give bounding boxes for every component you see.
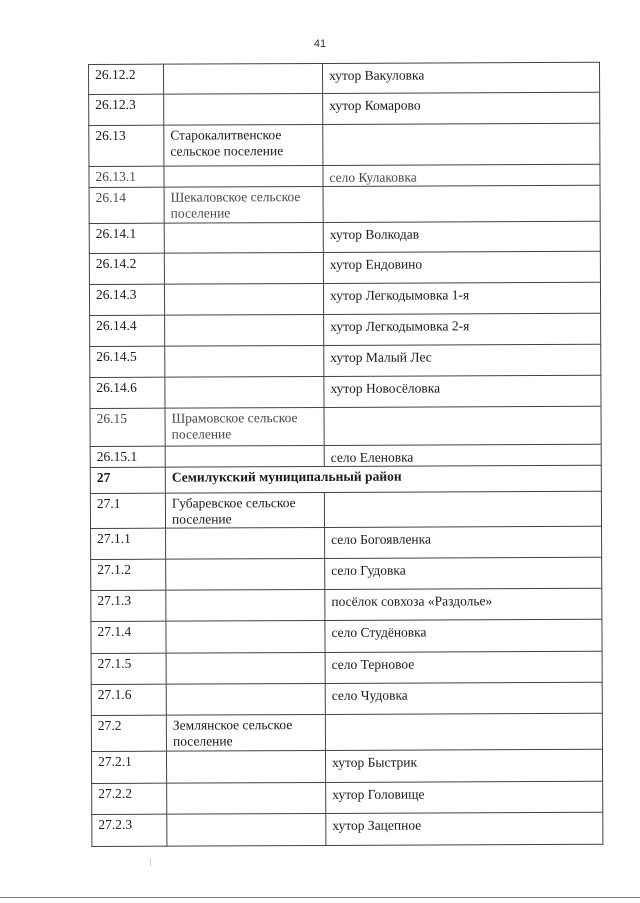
settlement-cell: [167, 813, 326, 846]
table-row: [91, 749, 602, 783]
settlement-cell: [165, 345, 324, 377]
settlement-cell: [164, 93, 323, 125]
locality-cell: хутор Волкодав: [323, 221, 600, 252]
locality-cell: село Чудовка: [325, 682, 602, 714]
code-cell: 27.2.1: [91, 751, 166, 783]
settlement-cell: [165, 376, 324, 408]
locality-cell: посёлок совхоза «Раздолье»: [325, 588, 602, 620]
locality-cell: село Терновое: [325, 651, 602, 683]
settlement-cell: [164, 283, 323, 315]
settlement-cell: [166, 620, 325, 653]
code-cell: 27.1.4: [91, 621, 166, 653]
table-row: [91, 557, 602, 590]
locality-cell: хутор Ендовино: [323, 251, 600, 283]
settlement-cell: [167, 782, 326, 814]
locality-cell: хутор Вакуловка: [322, 62, 599, 93]
settlement-cell: [164, 63, 323, 94]
locality-cell: хутор Новосёловка: [324, 375, 601, 407]
settlement-row: [90, 491, 601, 528]
settlement-cell: [164, 252, 323, 284]
code-cell: 27.1.2: [91, 559, 166, 590]
code-cell: 27.2.3: [92, 814, 167, 846]
locality-cell: хутор Быстрик: [325, 749, 602, 782]
locality-cell: [324, 406, 601, 445]
settlement-cell: [164, 165, 323, 187]
table-row: [90, 406, 601, 446]
table-row: [89, 62, 600, 94]
settlement-cell: [165, 445, 324, 467]
locality-cell: [324, 491, 601, 527]
locality-cell: хутор Зацепное: [326, 812, 603, 845]
table-row: [90, 375, 601, 408]
code-cell: 26.15.1: [90, 446, 165, 467]
code-cell: 26.13.1: [89, 166, 164, 187]
page-bottom-edge: [0, 897, 640, 898]
code-cell: 26.14.6: [90, 377, 165, 408]
settlement-cell: Землянское сельское поселение: [166, 714, 325, 751]
settlement-cell: [166, 683, 325, 715]
code-cell: 26.14: [89, 187, 164, 223]
table-row: [89, 282, 600, 315]
localities-table-body: [89, 62, 603, 846]
localities-table: [88, 62, 603, 847]
code-cell: 26.14.1: [89, 223, 164, 253]
table-row: [91, 619, 602, 653]
locality-cell: хутор Малый Лес: [324, 344, 601, 376]
settlement-cell: Шекаловское сельское поселение: [164, 186, 323, 223]
code-cell: 27.2.2: [92, 783, 167, 814]
scan-mark: [150, 858, 151, 866]
table-row: [90, 444, 601, 467]
page-number: 41: [313, 38, 327, 50]
code-cell: 26.14.3: [89, 284, 164, 315]
table-row: [92, 812, 603, 846]
code-cell: 27.1.3: [91, 590, 166, 621]
table-row: [89, 251, 600, 284]
code-cell: 27.2: [91, 715, 166, 751]
table-row: [89, 185, 600, 223]
locality-cell: хутор Легкодымовка 1-я: [323, 282, 600, 314]
settlement-cell: [166, 750, 325, 783]
locality-cell: село Кулаковка: [323, 164, 600, 186]
settlement-cell: [165, 314, 324, 346]
table-row: [91, 588, 602, 621]
table-row: [89, 221, 600, 253]
settlement-cell: Шрамовское сельское поселение: [165, 407, 324, 446]
locality-cell: хутор Легкодымовка 2-я: [324, 313, 601, 345]
table-row: [92, 781, 603, 814]
table-row: [91, 682, 602, 715]
code-cell: 27.1.6: [91, 684, 166, 715]
code-cell: 27: [90, 467, 165, 493]
settlement-cell: Старокалитвенское сельское поселение: [164, 124, 323, 166]
settlement-row: [89, 123, 600, 166]
code-cell: 26.14.5: [90, 346, 165, 377]
code-cell: 27.1: [90, 493, 165, 528]
locality-cell: село Богоявленка: [325, 526, 602, 558]
locality-cell: село Студёновка: [325, 619, 602, 652]
table-row: [89, 164, 600, 187]
locality-cell: [323, 123, 600, 165]
locality-cell: село Еленовка: [324, 444, 601, 466]
settlement-cell: [164, 222, 323, 253]
settlement-cell: [166, 652, 325, 684]
table-row: [91, 526, 602, 559]
locality-cell: [323, 185, 600, 222]
table-row: [90, 313, 601, 346]
table-row: [89, 92, 600, 125]
settlement-cell: [166, 589, 325, 621]
district-row: [90, 465, 601, 493]
code-cell: 26.13: [89, 125, 164, 166]
code-cell: 26.12.3: [89, 94, 164, 125]
code-cell: 26.14.4: [90, 315, 165, 346]
locality-cell: [325, 713, 602, 750]
code-cell: 27.1.5: [91, 653, 166, 684]
code-cell: 26.14.2: [89, 253, 164, 284]
locality-cell: хутор Головище: [326, 781, 603, 813]
settlement-cell: [166, 527, 325, 559]
code-cell: 26.15: [90, 408, 165, 446]
locality-cell: село Гудовка: [325, 557, 602, 589]
code-cell: 27.1.1: [91, 528, 166, 559]
locality-cell: хутор Комарово: [323, 92, 600, 124]
settlement-cell: Губаревское сельское поселение: [165, 492, 324, 528]
code-cell: 26.12.2: [89, 64, 164, 94]
settlement-cell: Семилукский муниципальный район: [165, 465, 601, 493]
table-row: [90, 344, 601, 377]
settlement-cell: [166, 558, 325, 590]
settlement-row: [91, 713, 602, 751]
table-row: [91, 651, 602, 684]
